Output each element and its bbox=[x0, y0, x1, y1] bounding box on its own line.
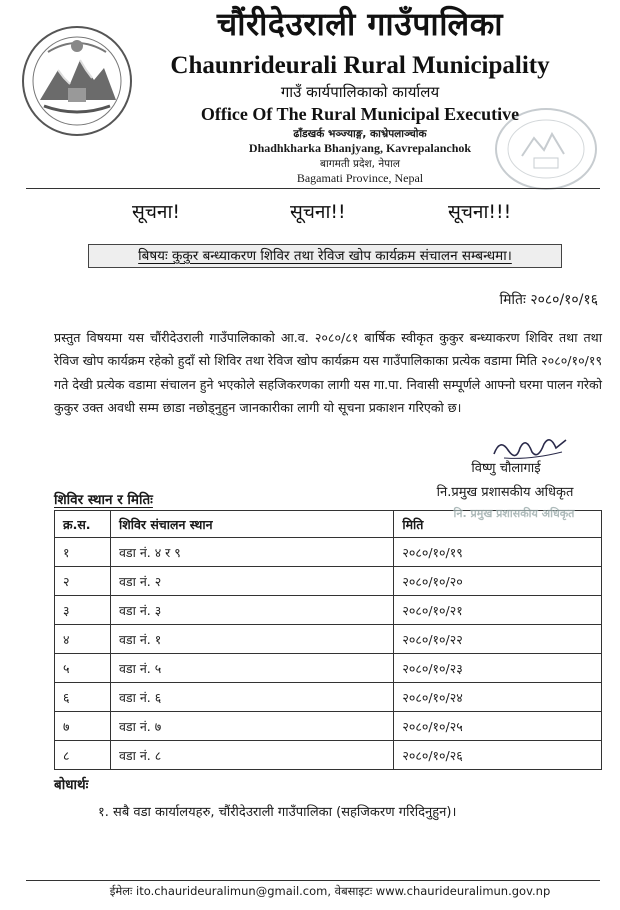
notice-date: मितिः २०८०/१०/१६ bbox=[499, 292, 598, 308]
office-name-np: गाउँ कार्यपालिकाको कार्यालय bbox=[280, 83, 440, 101]
table-row bbox=[55, 596, 602, 625]
notice-word-2: सूचना!! bbox=[290, 201, 346, 223]
row-location: वडा नं. ५ bbox=[110, 654, 393, 683]
row-date: २०८०/१०/२० bbox=[394, 567, 602, 596]
footer-divider bbox=[26, 880, 600, 881]
row-date: २०८०/१०/२१ bbox=[394, 596, 602, 625]
address-np: ढाँडखर्क भञ्ज्याङ्ग, काभ्रेपलाञ्चोक bbox=[293, 128, 427, 140]
row-date: २०८०/१०/१९ bbox=[394, 538, 602, 567]
row-date: २०८०/१०/२४ bbox=[394, 683, 602, 712]
row-date: २०८०/१०/२३ bbox=[394, 654, 602, 683]
municipality-name-en: Chaunrideurali Rural Municipality bbox=[170, 52, 550, 79]
notice-word-1: सूचना! bbox=[132, 201, 180, 223]
table-row bbox=[55, 683, 602, 712]
footer-contact: ईमेलः ito.chaurideuralimun@gmail.com, वेबसाइटः www.chaurideuralimun.gov.np bbox=[109, 884, 551, 898]
table-row bbox=[55, 538, 602, 567]
address-en: Dhadhkharka Bhanjyang, Kavrepalanchok bbox=[248, 141, 472, 155]
row-serial: ६ bbox=[55, 683, 111, 712]
province-np: बागमती प्रदेश, नेपाल bbox=[320, 158, 400, 170]
row-serial: ३ bbox=[55, 596, 111, 625]
row-location: वडा नं. ८ bbox=[110, 741, 393, 770]
row-location: वडा नं. २ bbox=[110, 567, 393, 596]
table-row bbox=[55, 712, 602, 741]
header-divider bbox=[26, 188, 600, 189]
subject-line: बिषयः कुकुर बन्ध्याकरण शिविर तथा रेविज खोप कार्यक्रम संचालन सम्बन्धमा। bbox=[88, 244, 562, 268]
province-en: Bagamati Province, Nepal bbox=[296, 171, 424, 185]
header-location: शिविर संचालन स्थान bbox=[110, 511, 393, 538]
table-row bbox=[55, 741, 602, 770]
signer-stamp-text: नि. प्रमुख प्रशासकीय अधिकृत bbox=[453, 507, 575, 520]
schedule-table bbox=[54, 510, 602, 770]
table-row bbox=[55, 625, 602, 654]
cc-item: १. सबै वडा कार्यालयहरु, चौंरीदेउराली गाउँपालिका (सहजिकरण गरिदिनुहुन)। bbox=[98, 805, 457, 820]
header-serial: क्र.स. bbox=[55, 511, 111, 538]
row-location: वडा नं. १ bbox=[110, 625, 393, 654]
table-row bbox=[55, 654, 602, 683]
row-serial: २ bbox=[55, 567, 111, 596]
row-serial: ८ bbox=[55, 741, 111, 770]
row-serial: ७ bbox=[55, 712, 111, 741]
office-name-en: Office Of The Rural Municipal Executive bbox=[200, 104, 520, 124]
schedule-caption: शिविर स्थान र मितिः bbox=[54, 492, 153, 508]
nepal-emblem-icon bbox=[18, 22, 136, 140]
row-date: २०८०/१०/२६ bbox=[394, 741, 602, 770]
row-location: वडा नं. ३ bbox=[110, 596, 393, 625]
row-date: २०८०/१०/२५ bbox=[394, 712, 602, 741]
municipality-name-np: चौंरीदेउराली गाउँपालिका bbox=[216, 5, 504, 43]
row-date: २०८०/१०/२२ bbox=[394, 625, 602, 654]
signer-title: नि.प्रमुख प्रशासकीय अधिकृत bbox=[436, 485, 574, 500]
cc-label: बोधार्थः bbox=[54, 777, 89, 793]
body-paragraph: प्रस्तुत विषयमा यस चौंरीदेउराली गाउँपालिकाको आ.व. २०८०/८१ बार्षिक स्वीकृत कुकुर बन्ध्याकरण शिविर तथा तथा रेविज खोप कार्यक्रम रहेको हुदाँ सो शिविर तथा रेविज खोप कार्यक्रम यस गाउँपालिकाका प्रत्येक वडामा मिति २०८०/१०/१९ गते देखी प्रत्येक वडामा संचालन हुने भएकोले सहजिकरणका लागी यस गा.पा. निवासी सम्पूर्णले आफ्नो घरमा पालन गरेको कुकुर उक्त अवधी सम्म छाडा नछोड्नुहुन जानकारीका लागी यो सूचना प्रकाशन गरिएको छ। bbox=[54, 330, 602, 416]
row-serial: १ bbox=[55, 538, 111, 567]
row-location: वडा नं. ४ र ९ bbox=[110, 538, 393, 567]
header-date: मिति bbox=[394, 511, 602, 538]
signer-name: विष्णु चौलागाई bbox=[471, 461, 541, 476]
row-location: वडा नं. ६ bbox=[110, 683, 393, 712]
row-location: वडा नं. ७ bbox=[110, 712, 393, 741]
row-serial: ४ bbox=[55, 625, 111, 654]
table-row bbox=[55, 567, 602, 596]
notice-word-3: सूचना!!! bbox=[448, 201, 512, 223]
row-serial: ५ bbox=[55, 654, 111, 683]
